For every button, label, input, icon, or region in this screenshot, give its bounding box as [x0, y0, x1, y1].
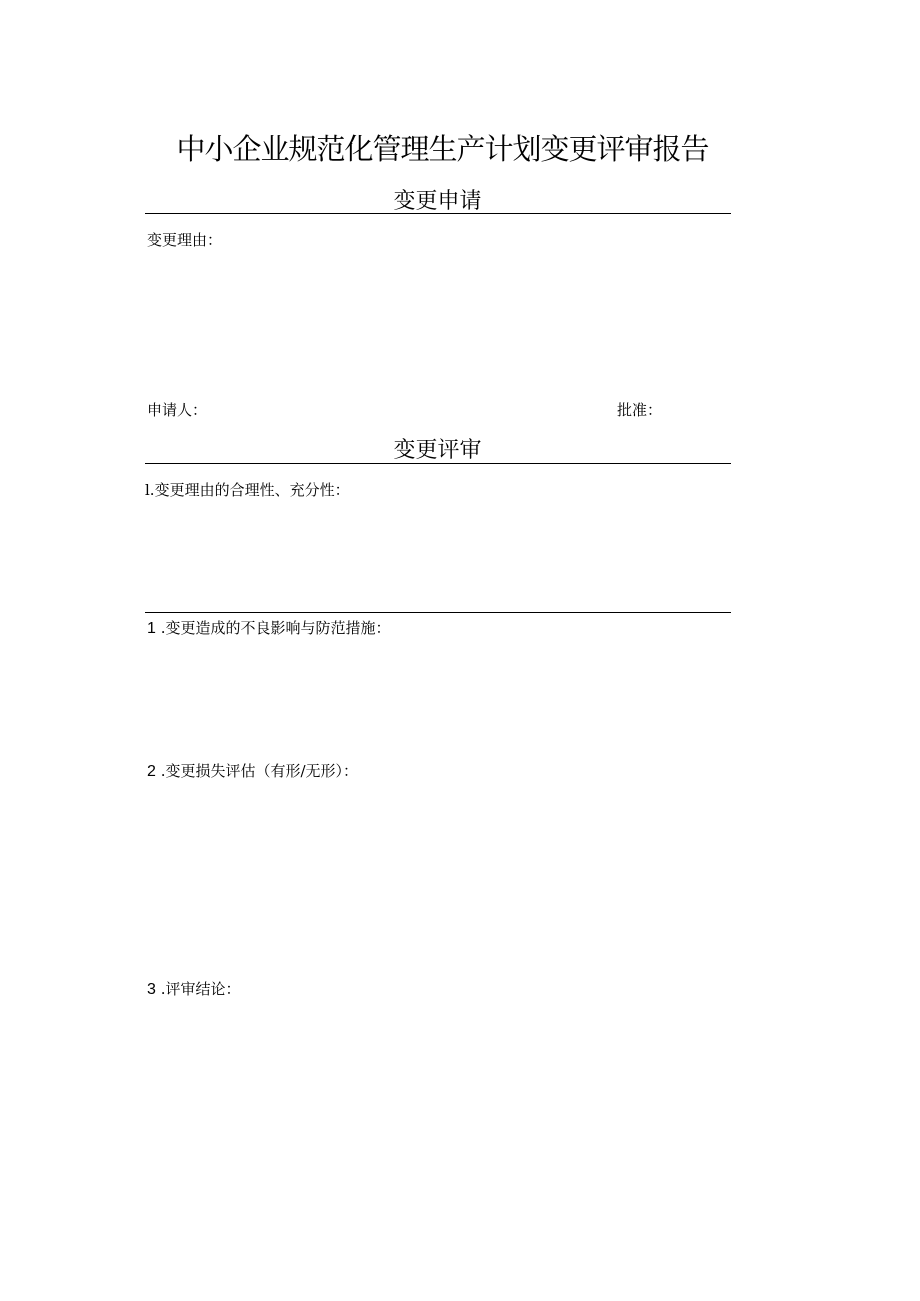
review-item-loss-assessment [147, 760, 358, 781]
applicant-label: 申请人： [147, 401, 208, 419]
review-item-conclusion [147, 978, 240, 999]
item-number: 3 [147, 981, 156, 998]
item-number: 1 [147, 620, 156, 637]
item-text: .变更损失评估（有形/无形）： [160, 762, 359, 780]
divider-line [145, 463, 731, 464]
approval-label: 批准： [617, 401, 663, 419]
document-title: 中小企业规范化管理生产计划变更评审报告 [176, 132, 709, 166]
item-text: .变更造成的不良影响与防范措施： [160, 619, 391, 637]
divider-line [145, 213, 731, 214]
change-reason-label: 变更理由： [147, 231, 223, 249]
section-heading-review: 变更评审 [393, 438, 482, 463]
divider-line [145, 612, 731, 613]
review-item-reasonableness: l.变更理由的合理性、充分性： [145, 481, 350, 499]
item-number: 2 [147, 763, 156, 780]
review-item-impact [147, 617, 390, 638]
item-text: .评审结论： [160, 980, 241, 998]
section-heading-application: 变更申请 [393, 189, 482, 214]
